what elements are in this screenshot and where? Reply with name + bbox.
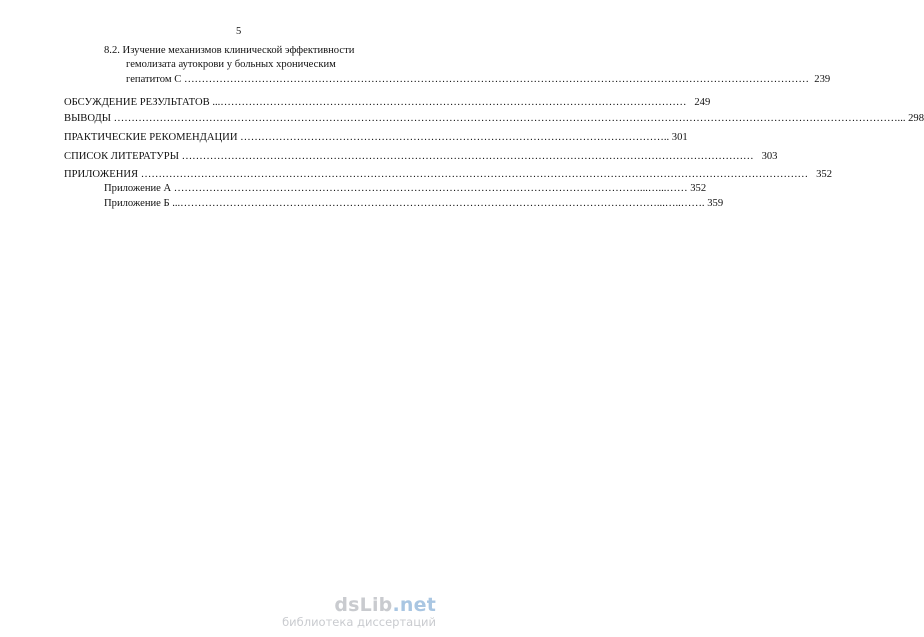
dslib-watermark	[282, 595, 436, 629]
toc-entry-conclusions: ВЫВОДЫ ……………………………………………………………………………………………………………………………………………………………………………………………………... 298	[64, 113, 924, 124]
toc-entry-appendix-a: Приложение А ……………………………………………………………………………………………………………………...…...…… 352	[104, 183, 707, 194]
watermark-tagline: библиотека диссертаций	[282, 615, 436, 629]
toc-entry-recommendations: ПРАКТИЧЕСКИЕ РЕКОМЕНДАЦИИ ………………………………………………………………………………………………………….. 301	[64, 132, 688, 143]
toc-entry-references: СПИСОК ЛИТЕРАТУРЫ ……………………………………………………………………………………………………………………………………………… 303	[64, 151, 778, 162]
toc-entry-8-2-line-1: 8.2. Изучение механизмов клинической эффективности	[104, 45, 355, 56]
toc-entry-appendices: ПРИЛОЖЕНИЯ ……………………………………………………………………………………………………………………………………………………………………… 352	[64, 169, 832, 180]
toc-entry-discussion: ОБСУЖДЕНИЕ РЕЗУЛЬТАТОВ ...…………………………………………………………………………………………………………………… 249	[64, 97, 711, 108]
toc-entry-appendix-b: Приложение Б ...………………………………………………………………………………………………………………………...…..……. 359	[104, 198, 724, 209]
toc-entry-8-2-line-3: гепатитом С …………………………………………………………………………………………………………………………………………………………… 239	[126, 74, 831, 85]
dslib-logo: dsLib.net	[334, 594, 436, 616]
toc-entry-8-2-line-2: гемолизата аутокрови у больных хроническим	[126, 59, 336, 70]
page-number: 5	[236, 26, 242, 37]
